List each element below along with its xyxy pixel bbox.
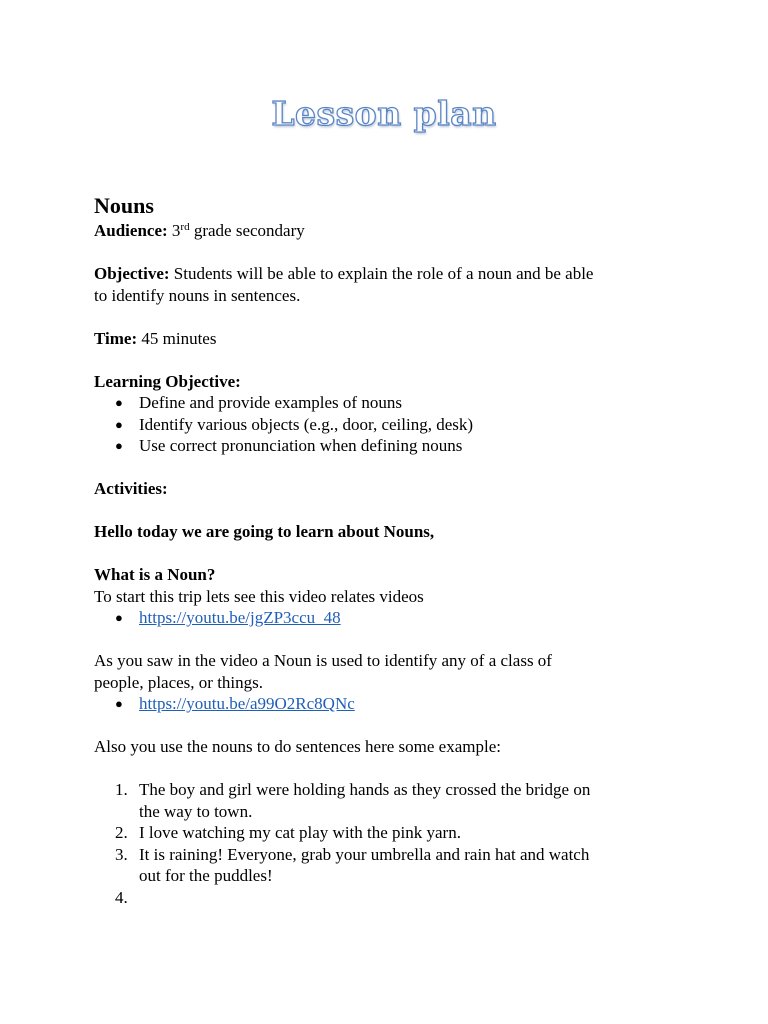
greeting-text: Hello today we are going to learn about Nouns, [94,522,435,541]
learning-objective-label: Learning Objective: [94,371,241,391]
saw-video-text-1: As you saw in the video a Noun is used to identify any of a class of [94,651,552,670]
video-link-1[interactable]: https://youtu.be/jgZP3ccu_48 [139,608,341,627]
bullet-icon: ● [115,416,123,432]
learning-objective-heading [94,371,684,393]
list-item [94,779,684,822]
greeting-line [94,521,684,543]
examples-list [94,779,684,908]
example-text-3b: out for the puddles! [139,866,273,885]
list-item-text: Use correct pronunciation when defining nouns [139,436,463,455]
bullet-icon: ● [115,395,123,410]
example-text-1b: the way to town. [139,801,253,821]
audience-grade-number: 3 [171,221,181,240]
list-item [94,435,684,457]
examples-intro: Also you use the nouns to do sentences here some example: [94,737,501,756]
video-link-2[interactable]: https://youtu.be/a99O2Rc8QNc [139,694,355,713]
topic-heading: Nouns [94,193,154,218]
objective-line-1 [94,263,684,285]
list-item-text: Define and provide examples of nouns [139,393,402,412]
list-item [94,414,684,436]
what-is-noun-text: What is a Noun? [94,565,216,584]
list-item-text: Identify various objects (e.g., door, ceiling, desk) [139,414,474,434]
page-title: Lesson plan [271,94,497,133]
bullet-icon: ● [115,438,123,453]
list-item [94,607,684,629]
list-item [94,887,684,909]
video-intro: To start this trip lets see this video relates videos [94,586,424,606]
list-item [94,693,684,715]
list-number: 3. [115,844,128,864]
objective-text-2: to identify nouns in sentences. [94,285,301,305]
what-is-noun-heading [94,564,684,586]
audience-grade-rest: grade secondary [189,221,305,240]
activities-heading [94,478,684,500]
video-link-list-2 [94,693,684,715]
objective-text-1: Students will be able to explain the role of a noun and be able [169,264,594,283]
audience-label: Audience: [94,221,168,240]
example-text-4a [139,887,684,909]
list-number: 4. [115,887,128,907]
saw-video-text-2: people, places, or things. [94,672,264,692]
example-text-1a: The boy and girl were holding hands as they crossed the bridge on [139,780,591,799]
audience-grade-suffix: rd [180,221,190,233]
time-value: 45 minutes [137,328,217,348]
time-label: Time: [94,328,138,348]
list-number: 1. [115,780,128,799]
list-item [94,822,684,844]
activities-label: Activities: [94,479,168,498]
list-number: 2. [115,823,128,842]
list-item [94,844,684,887]
lesson-content [94,192,684,908]
example-text-2a: I love watching my cat play with the pink yarn. [139,823,461,842]
video-link-list-1 [94,607,684,629]
time-line [94,328,684,350]
audience-line [94,220,684,242]
bullet-icon: ● [115,696,123,711]
learning-objective-list [94,392,684,457]
list-item [94,392,684,414]
objective-label: Objective: [94,264,170,283]
example-text-3a: It is raining! Everyone, grab your umbrella and rain hat and watch [139,844,590,864]
bullet-icon: ● [115,610,123,625]
